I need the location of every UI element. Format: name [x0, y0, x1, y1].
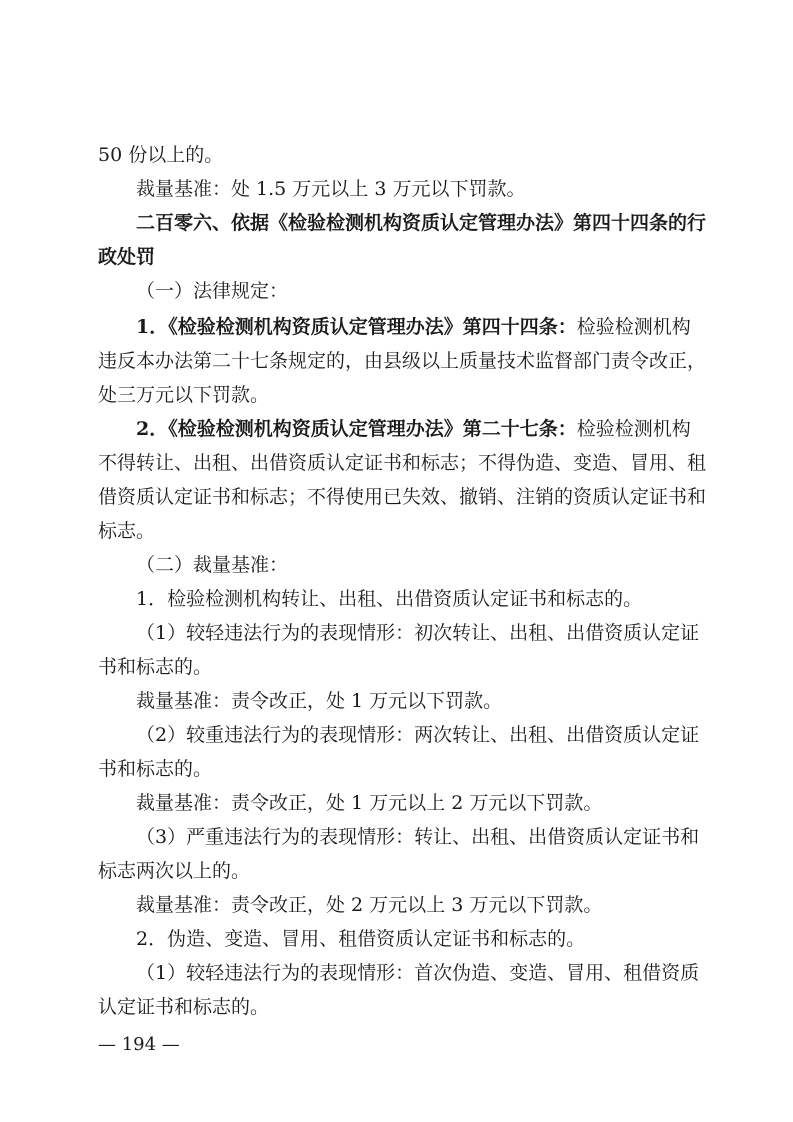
text-line: 书和标志的。 — [98, 758, 213, 780]
text-line: 2．伪造、变造、冒用、租借资质认定证书和标志的。 — [136, 928, 586, 950]
law-article-line — [136, 417, 691, 441]
text-line: 书和标志的。 — [98, 656, 213, 678]
text-line: 借资质认定证书和标志；不得使用已失效、撤销、注销的资质认定证书和 — [98, 486, 707, 508]
text-line: （2）较重违法行为的表现情形：两次转让、出租、出借资质认定证 — [136, 724, 700, 746]
law-article-line — [136, 315, 691, 339]
text-line: 裁量基准：责令改正，处 1 万元以上 2 万元以下罚款。 — [136, 792, 603, 814]
page-number: — 194 — — [98, 1034, 180, 1055]
text-line: 裁量基准：责令改正，处 1 万元以下罚款。 — [136, 690, 503, 712]
text-line: 处三万元以下罚款。 — [98, 384, 270, 406]
text-line: 标志。 — [98, 520, 156, 542]
law-article-text: 检验检测机构 — [576, 418, 691, 440]
text-line: 裁量基准：处 1.5 万元以上 3 万元以下罚款。 — [136, 178, 526, 200]
text-line: 标志两次以上的。 — [98, 860, 251, 882]
section-heading: 二百零六、依据《检验检测机构资质认定管理办法》第四十四条的行 — [136, 212, 707, 234]
text-line: （3）严重违法行为的表现情形：转让、出租、出借资质认定证书和 — [136, 826, 700, 848]
text-line: 违反本办法第二十七条规定的，由县级以上质量技术监督部门责令改正， — [98, 350, 707, 372]
text-line: 50 份以上的。 — [98, 144, 224, 166]
text-line: （1）较轻违法行为的表现情形：初次转让、出租、出借资质认定证 — [136, 622, 700, 644]
law-article-title: 1．《检验检测机构资质认定管理办法》第四十四条： — [136, 316, 577, 338]
subsection-heading: （一）法律规定： — [136, 280, 289, 302]
text-line: 不得转让、出租、出借资质认定证书和标志；不得伪造、变造、冒用、租 — [98, 452, 707, 474]
subsection-heading: （二）裁量基准： — [136, 554, 289, 576]
text-line: 裁量基准：责令改正，处 2 万元以上 3 万元以下罚款。 — [136, 894, 603, 916]
text-line: （1）较轻违法行为的表现情形：首次伪造、变造、冒用、租借资质 — [136, 962, 700, 984]
text-line: 认定证书和标志的。 — [98, 996, 270, 1018]
text-line: 1．检验检测机构转让、出租、出借资质认定证书和标志的。 — [136, 588, 643, 610]
law-article-text: 检验检测机构 — [576, 316, 691, 338]
law-article-title: 2．《检验检测机构资质认定管理办法》第二十七条： — [136, 418, 577, 440]
section-heading-continued: 政处罚 — [98, 246, 156, 268]
